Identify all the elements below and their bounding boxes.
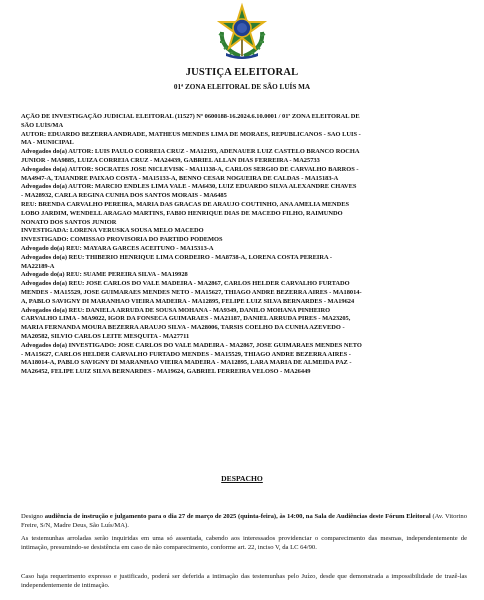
case-header bbox=[21, 113, 467, 377]
electoral-zone: 01ª ZONA ELEITORAL DE SÃO LUÍS MA bbox=[173, 83, 311, 91]
paragraph-hearing-bold: audiência de instrução e julgamento para o dia 27 de março de 2025 (quinta-feira), às 14:00, na Sala de Audiências deste Fórum Eleitoral bbox=[44, 513, 431, 520]
case-line: NONATO DOS SANTOS JUNIOR bbox=[21, 218, 117, 226]
case-line: MA20582, SILVIO CARLOS LEITE MESQUITA - MA27711 bbox=[21, 332, 190, 340]
case-line: MENDES - MA15529, JOSE GUIMARAES MENDES NETO - MA15627, THIAGO ANDRE BEZERRA AIRES - MA18014- bbox=[21, 288, 362, 296]
case-line: MA26452, FELIPE LUIZ SILVA BERNARDES - MA19624, GABRIEL FERREIRA VELOSO - MA26449 bbox=[21, 368, 311, 376]
brazil-coat-of-arms-icon bbox=[214, 2, 270, 60]
case-line: Advogados do(a) REU: THIBERIO HENRIQUE LIMA CORDEIRO - MA8738-A, LORENA COSTA PEREIRA - bbox=[21, 253, 332, 261]
case-line: REU: BRENDA CARVALHO PEREIRA, MARIA DAS GRACAS DE ARAUJO COUTINHO, ANA AMELIA MENDES bbox=[21, 200, 350, 208]
case-line: AUTOR: EDUARDO BEZERRA ANDRADE, MATHEUS MENDES LIMA DE MORAES, REPUBLICANOS - SAO LUIS - bbox=[21, 130, 361, 138]
court-name: JUSTIÇA ELEITORAL bbox=[185, 67, 299, 78]
case-line: Advogados do(a) AUTOR: MARCIO ENDLES LIMA VALE - MA6430, LUIZ EDUARDO SILVA ALEXANDRE CHAVES bbox=[21, 183, 357, 191]
paragraph-witnesses: As testemunhas arroladas serão inquiridas em uma só assentada, cabendo aos interessados providenciar o comparecimento das mesmas, independentemente de intimação, presumindo-se desistência em caso de não comparecimento, conforme art. 22, inciso V, da LC 64/90. bbox=[21, 535, 467, 552]
case-line: Advogado do(a) REU: MAYARA GARCES ACEITUNO - MA15313-A bbox=[21, 244, 214, 252]
paragraph-hearing bbox=[21, 512, 467, 530]
case-line: JUNIOR - MA9885, LUIZA CORREIA CRUZ - MA24439, GABRIEL ALLAN DIAS FERREIRA - MA25733 bbox=[21, 156, 320, 164]
case-line: - MA15627, CARLOS HELDER CARVALHO FURTADO MENDES - MA15529, THIAGO ANDRE BEZERRA AIRES - bbox=[21, 350, 351, 358]
case-line: INVESTIGADA: LORENA VERUSKA SOUSA MELO MACEDO bbox=[21, 227, 204, 235]
case-line: Advogados do(a) AUTOR: SOCRATES JOSE NICLEVISK - MA11138-A, CARLOS SERGIO DE CARVALHO BARROS - bbox=[21, 165, 359, 173]
case-line: MARIA FERNANDA MOURA BEZERRA ARAUJO SILVA - MA28006, TARSIS COELHO DA CUNHA AZEVEDO - bbox=[21, 324, 345, 332]
case-line: CARVALHO LIMA - MA9022, IGOR DA FONSECA GUIMARAES - MA21187, DANIEL ARRUDA PIRES - MA23205, bbox=[21, 315, 351, 323]
case-line: Advogados do(a) INVESTIGADO: JOSE CARLOS DO VALE MADEIRA - MA2867, JOSE GUIMARAES MENDES NETO bbox=[21, 341, 362, 349]
case-line: Advogados do(a) REU: JOSE CARLOS DO VALE MADEIRA - MA2867, CARLOS HELDER CARVALHO FURTADO bbox=[21, 280, 350, 288]
case-line: A, PABLO SAVIGNY DI MARANHAO VIEIRA MADEIRA - MA12895, FELIPE LUIZ SILVA BERNARDES - MA19624 bbox=[21, 297, 355, 305]
case-line: SÃO LUÍS/MA bbox=[21, 121, 64, 129]
case-line: INVESTIGADO: COMISSAO PROVISORIA DO PARTIDO PODEMOS bbox=[21, 236, 223, 244]
case-line: Advogado do(a) REU: SUAME PEREIRA SILVA - MA19928 bbox=[21, 271, 188, 279]
case-line: LOBO JARDIM, WENDELL ARAGAO MARTINS, FABIO HENRIQUE DIAS DE MACEDO FILHO, RAIMUNDO bbox=[21, 209, 343, 217]
case-line: MA18014-A, PABLO SAVIGNY DI MARANHAO VIEIRA MADEIRA - MA12895, LARA MARIA DE ALMEIDA PAZ - bbox=[21, 359, 352, 367]
paragraph-summons: Caso haja requerimento expresso e justificado, poderá ser deferida a intimação das testemunhas pelo Juízo, desde que demonstrada a impossibilidade de trazê-las independentemente de intimação. bbox=[21, 573, 467, 590]
paragraph-hearing-end: (Av. Vitorino Freire, S/N, Madre Deus, São Luís/MA). bbox=[21, 513, 467, 530]
case-line: MA22189-A bbox=[21, 262, 55, 270]
decision-title: DESPACHO bbox=[221, 474, 263, 483]
case-line: MA4947-A, TAIANDRE PAIXAO COSTA - MA15133-A, BENNO CESAR NOGUEIRA DE CALDAS - MA15183-A bbox=[21, 174, 339, 182]
case-line: - MA28932, CARLA REGINA CUNHA DOS SANTOS MORAIS - MA6485 bbox=[21, 192, 227, 200]
case-line: MA - MUNICIPAL bbox=[21, 139, 74, 147]
paragraph-hearing-start: Designo bbox=[21, 513, 45, 520]
case-line: Advogados do(a) REU: DANIELA ARRUDA DE SOUSA MOHANA - MA9349, DANILO MOHANA PINHEIRO bbox=[21, 306, 331, 314]
case-line: AÇÃO DE INVESTIGAÇÃO JUDICIAL ELEITORAL (11527) Nº 0600188-16.2024.6.10.0001 / 01ª ZONA ELEITORAL DE bbox=[21, 113, 360, 120]
case-line: Advogados do(a) AUTOR: LUIS PAULO CORREIA CRUZ - MA12193, ADENAUER LUIZ CASTELO BRANCO ROCHA bbox=[21, 148, 360, 156]
